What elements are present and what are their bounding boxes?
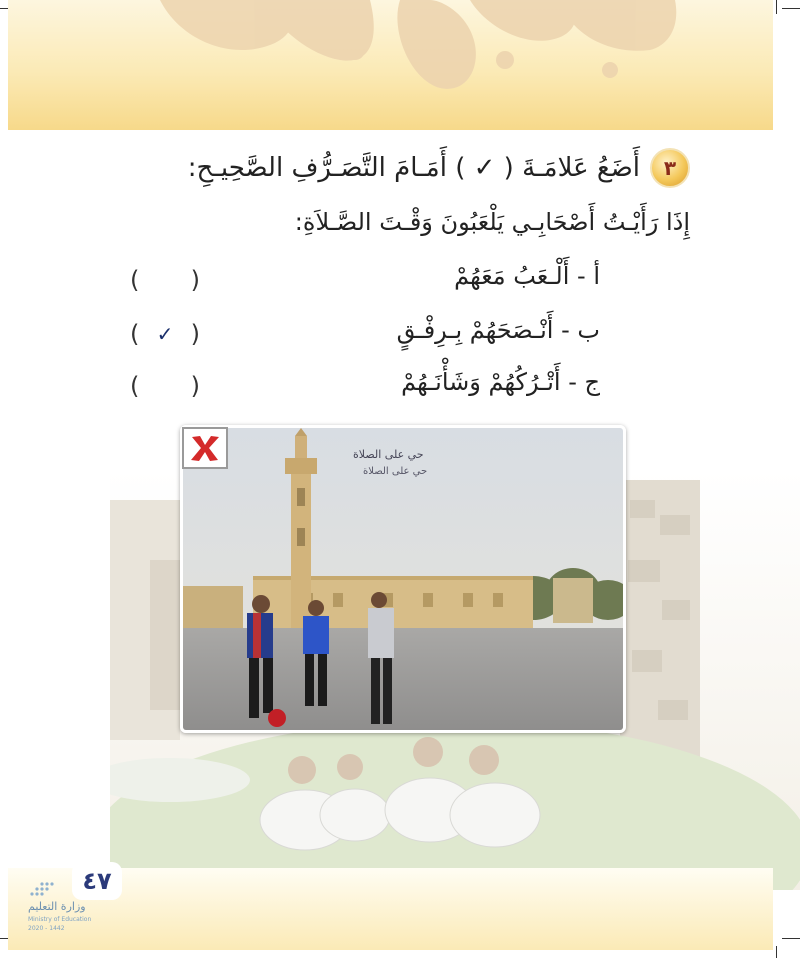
option-b-label: ب - أَنْـصَحَهُمْ بِـرِفْـقٍ	[396, 316, 600, 344]
check-icon: ✓	[156, 322, 174, 346]
photo-boys-playing-near-mosque	[180, 425, 626, 733]
call-to-prayer-text-1: حي على الصلاة	[353, 448, 424, 461]
ball-icon	[268, 709, 286, 727]
footer-band	[8, 868, 773, 950]
question-heading	[188, 148, 690, 188]
option-c-answer-box[interactable]	[130, 372, 200, 400]
paren-close: )	[190, 320, 200, 348]
option-a-label: أ - أَلْـعَبُ مَعَهُمْ	[454, 262, 600, 290]
ministry-name-en: Ministry of Education	[28, 916, 92, 923]
paren-close: )	[190, 266, 200, 294]
wrong-behavior-red-x-icon	[182, 427, 228, 469]
crop-mark	[776, 946, 777, 958]
question-prompt: إِذَا رَأَيْـتُ أَصْحَابِـي يَلْعَبُونَ وَقْـتَ الصَّـلاَةِ:	[294, 208, 690, 236]
ministry-logo-dots-icon	[28, 878, 68, 898]
option-a-answer-box[interactable]	[130, 266, 200, 294]
call-to-prayer-text-2: حي على الصلاة	[363, 466, 428, 477]
ministry-year: 2020 - 1442	[28, 925, 65, 932]
crop-mark	[776, 0, 777, 14]
option-c-label: ج - أَتْـرُكُهُمْ وَشَأْنَـهُمْ	[401, 368, 600, 396]
question-title: أَضَعُ عَلامَـةَ ( ✓ ) أَمَـامَ التَّصَـرُّفِ الصَّحِيـحِ:	[187, 153, 640, 183]
crop-mark	[782, 938, 800, 939]
crop-mark	[782, 8, 800, 9]
question-number-badge: ٣	[650, 148, 690, 188]
scene-illustration	[183, 428, 623, 730]
paren-open: (	[130, 266, 140, 294]
option-b-answer-box[interactable]	[130, 320, 200, 348]
page-number: ٤٧	[72, 862, 122, 900]
paren-open: (	[130, 320, 140, 348]
ministry-logo	[28, 878, 98, 938]
header-ornament	[140, 0, 680, 95]
paren-close: )	[190, 372, 200, 400]
ministry-name: وزارة التعليم	[28, 900, 86, 913]
paren-open: (	[130, 372, 140, 400]
crop-mark	[0, 8, 8, 9]
crop-mark	[0, 938, 8, 939]
